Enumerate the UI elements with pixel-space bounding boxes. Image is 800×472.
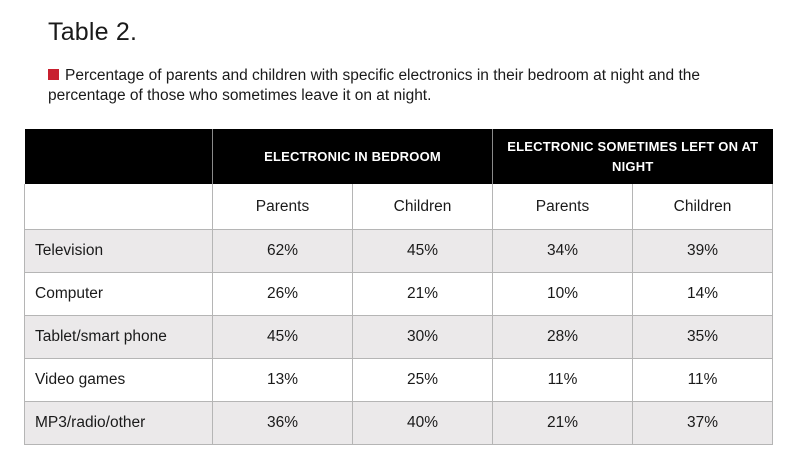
row-label: Tablet/smart phone [25, 316, 213, 359]
caption-text: Percentage of parents and children with specific electronics in their bedroom at night and the percentage of those who sometimes leave it on at night. [48, 67, 701, 104]
table-cell: 14% [633, 273, 773, 316]
table-row [25, 273, 773, 316]
sub-header-children: Children [353, 184, 493, 230]
table-cell: 28% [493, 316, 633, 359]
row-label: Computer [25, 273, 213, 316]
group-header-row [25, 129, 773, 184]
sub-header-parents: Parents [493, 184, 633, 230]
sub-header-row [25, 184, 773, 230]
table-cell: 30% [353, 316, 493, 359]
table-cell: 25% [353, 359, 493, 402]
caption-square-marker [48, 69, 59, 80]
table-cell: 21% [353, 273, 493, 316]
table-row [25, 230, 773, 273]
table-cell: 37% [633, 402, 773, 445]
row-label: Video games [25, 359, 213, 402]
table-cell: 11% [493, 359, 633, 402]
table-caption [48, 66, 768, 106]
table-cell: 45% [213, 316, 353, 359]
table-cell: 62% [213, 230, 353, 273]
table-cell: 40% [353, 402, 493, 445]
sub-header-children: Children [633, 184, 773, 230]
row-label: Television [25, 230, 213, 273]
table-cell: 26% [213, 273, 353, 316]
data-table [24, 129, 773, 445]
sub-header-parents: Parents [213, 184, 353, 230]
table-cell: 45% [353, 230, 493, 273]
table-row [25, 359, 773, 402]
group-header-left-on-at-night: ELECTRONIC SOMETIMES LEFT ON AT NIGHT [493, 129, 773, 184]
table-cell: 35% [633, 316, 773, 359]
table-cell: 10% [493, 273, 633, 316]
table-cell: 34% [493, 230, 633, 273]
table-cell: 39% [633, 230, 773, 273]
table-cell: 36% [213, 402, 353, 445]
table-cell: 13% [213, 359, 353, 402]
row-label: MP3/radio/other [25, 402, 213, 445]
group-header-in-bedroom: ELECTRONIC IN BEDROOM [213, 129, 493, 184]
header-corner-cell [25, 129, 213, 184]
sub-header-corner-cell [25, 184, 213, 230]
table-cell: 21% [493, 402, 633, 445]
table-cell: 11% [633, 359, 773, 402]
table-title: Table 2. [48, 18, 138, 46]
table-row [25, 316, 773, 359]
table-row [25, 402, 773, 445]
